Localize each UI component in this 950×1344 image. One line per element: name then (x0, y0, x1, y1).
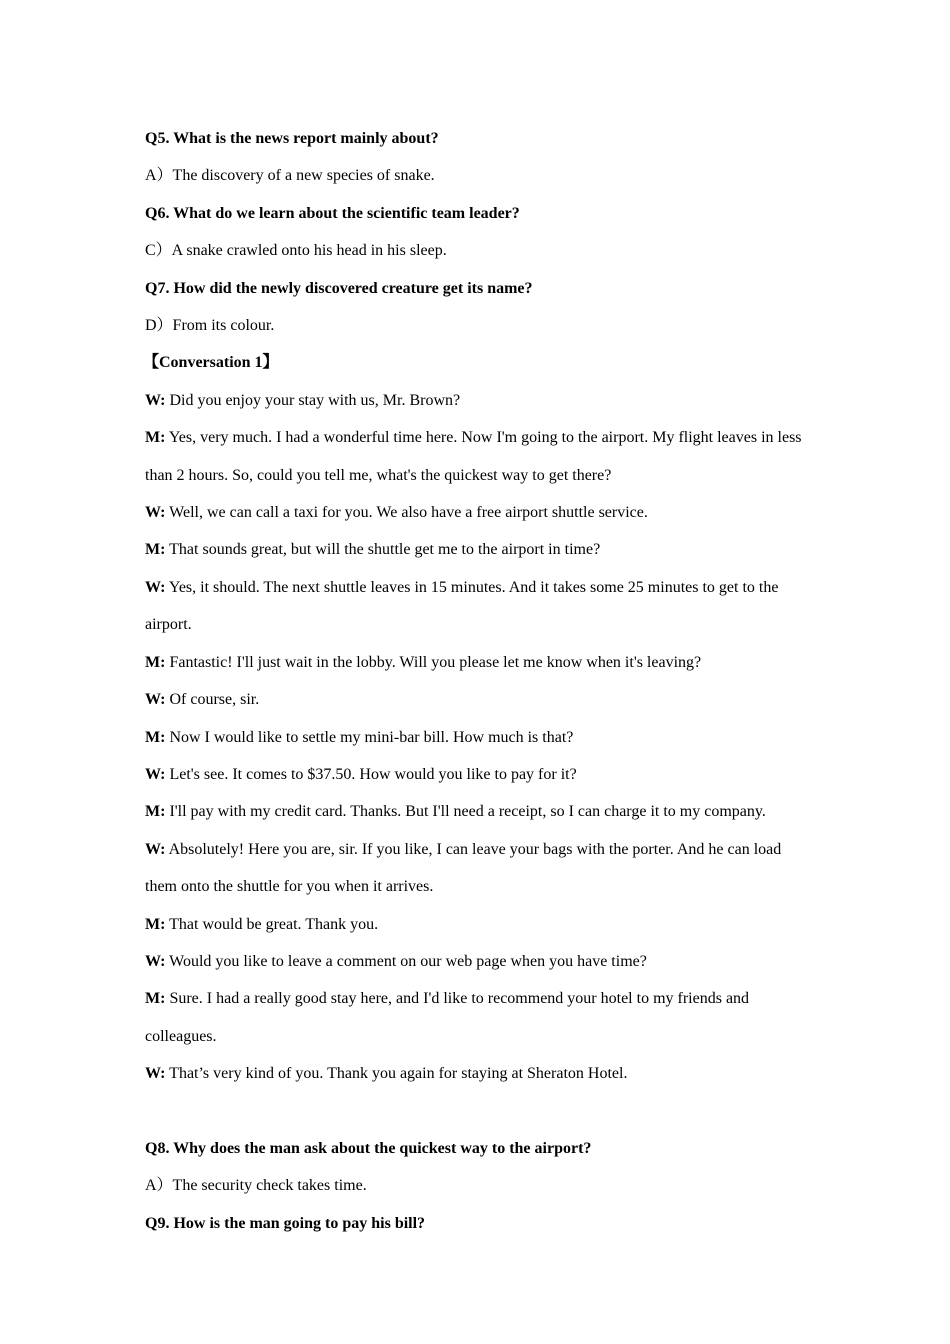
speaker-label: M: (145, 653, 166, 671)
speaker-label: W: (145, 840, 166, 858)
speaker-label: W: (145, 391, 166, 409)
dialogue-line (145, 793, 813, 830)
dialogue-text: Of course, sir. (165, 691, 260, 709)
conversation-heading: 【Conversation 1】 (143, 354, 279, 372)
speaker-label: M: (145, 803, 166, 821)
speaker-label: W: (145, 765, 166, 783)
answer-6: C）A snake crawled onto his head in his sleep. (145, 242, 447, 260)
dialogue-text: Would you like to leave a comment on our web page when you have time? (165, 952, 647, 970)
dialogue-line (145, 681, 813, 718)
speaker-label: W: (145, 691, 166, 709)
speaker-label: W: (145, 504, 166, 522)
dialogue-line (145, 382, 813, 419)
dialogue-line (145, 719, 813, 756)
dialogue-line (145, 906, 813, 943)
speaker-label: M: (145, 728, 166, 746)
speaker-label: W: (145, 578, 166, 596)
dialogue-text: Yes, it should. The next shuttle leaves in 15 minutes. And it takes some 25 minutes to get to the airport. (145, 578, 779, 634)
speaker-label: W: (145, 1065, 166, 1083)
dialogue-line (145, 569, 813, 644)
question-8: Q8. Why does the man ask about the quickest way to the airport? (145, 1139, 592, 1157)
question-9: Q9. How is the man going to pay his bill? (145, 1214, 426, 1232)
dialogue-line (145, 943, 813, 980)
answer-5: A）The discovery of a new species of snake. (145, 167, 435, 185)
speaker-label: M: (145, 541, 166, 559)
dialogue-text: Now I would like to settle my mini-bar bill. How much is that? (165, 728, 574, 746)
dialogue-line (145, 1055, 813, 1092)
question-5: Q5. What is the news report mainly about? (145, 130, 439, 147)
dialogue-text: Sure. I had a really good stay here, and I'd like to recommend your hotel to my friends and colleagues. (145, 990, 750, 1045)
speaker-label: M: (145, 990, 166, 1008)
question-6: Q6. What do we learn about the scientific team leader? (145, 204, 520, 222)
dialogue-line (145, 644, 813, 681)
speaker-label: W: (145, 952, 166, 970)
section-gap (145, 1093, 813, 1130)
dialogue-text: That’s very kind of you. Thank you again for staying at Sheraton Hotel. (165, 1065, 628, 1083)
dialogue-text: Yes, very much. I had a wonderful time here. Now I'm going to the airport. My flight leaves in less than 2 hours. So, could you tell me, what's the quickest way to get there? (145, 429, 802, 484)
dialogue-text: Did you enjoy your stay with us, Mr. Brown? (165, 391, 461, 409)
dialogue-text: I'll pay with my credit card. Thanks. But I'll need a receipt, so I can charge it to my company. (165, 803, 766, 821)
document-page (145, 120, 813, 1242)
dialogue-text: That sounds great, but will the shuttle get me to the airport in time? (165, 541, 601, 559)
speaker-label: M: (145, 915, 166, 933)
dialogue-line (145, 494, 813, 531)
dialogue-text: Fantastic! I'll just wait in the lobby. Will you please let me know when it's leaving? (165, 653, 702, 671)
dialogue-line (145, 831, 813, 906)
dialogue-line (145, 531, 813, 568)
answer-7: D）From its colour. (145, 317, 275, 335)
dialogue-text: Absolutely! Here you are, sir. If you like, I can leave your bags with the porter. And he can load them onto the shuttle for you when it arrives. (145, 840, 782, 896)
dialogue-line (145, 980, 813, 1055)
dialogue-line (145, 756, 813, 793)
speaker-label: M: (145, 429, 166, 447)
dialogue-text: Well, we can call a taxi for you. We also have a free airport shuttle service. (165, 504, 648, 522)
question-7: Q7. How did the newly discovered creature get its name? (145, 279, 533, 297)
dialogue-text: That would be great. Thank you. (165, 915, 379, 933)
dialogue-text: Let's see. It comes to $37.50. How would you like to pay for it? (165, 765, 577, 783)
dialogue-line (145, 419, 813, 494)
answer-8: A）The security check takes time. (145, 1177, 367, 1195)
